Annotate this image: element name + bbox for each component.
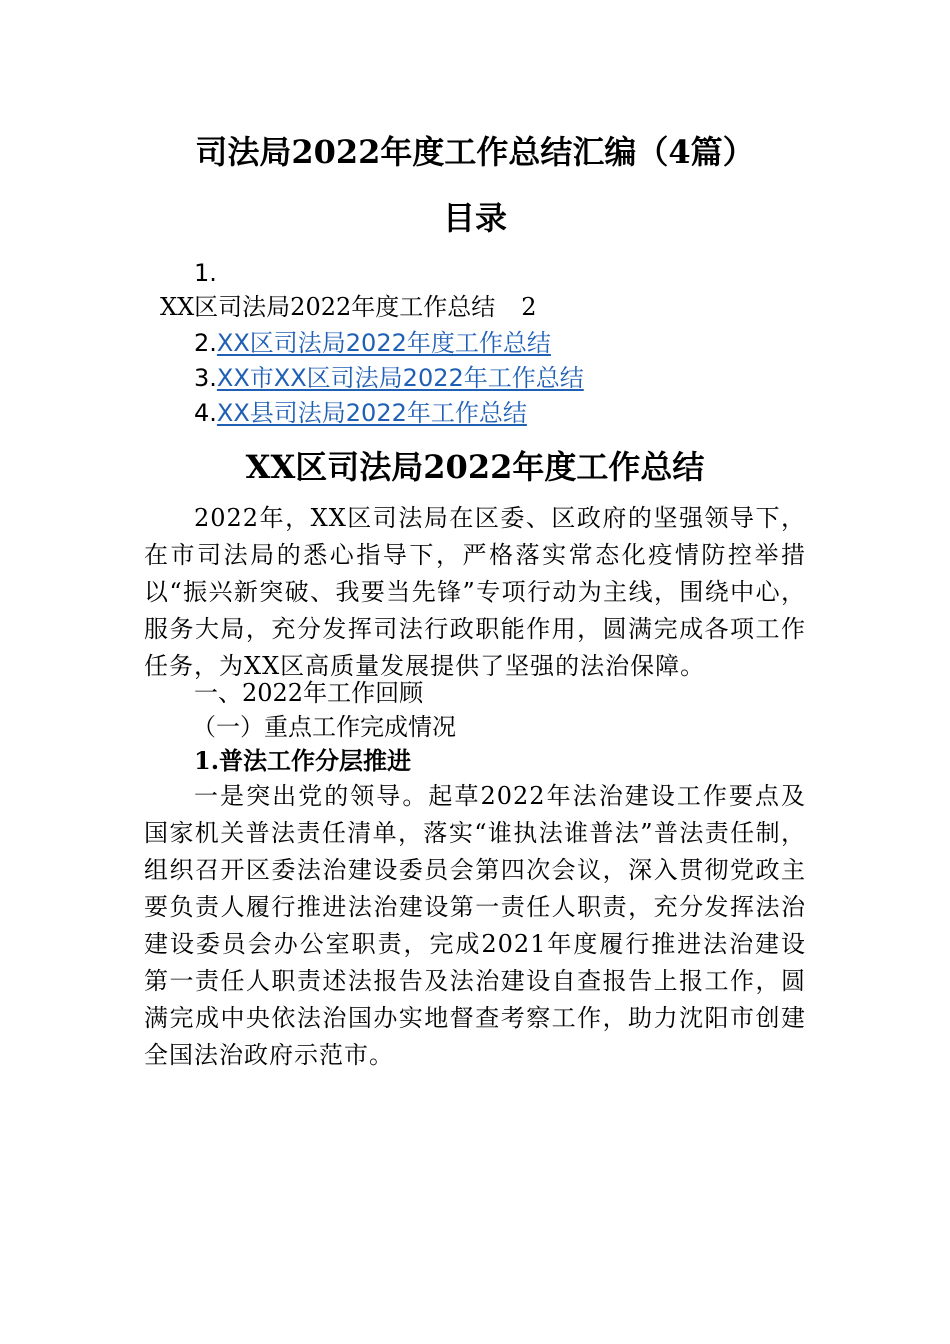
toc-item-2-link[interactable]: XX区司法局2022年度工作总结 <box>216 329 551 357</box>
toc-item-1-number: 1. <box>194 259 217 287</box>
toc-item-2[interactable] <box>194 326 551 360</box>
intro-paragraph: 2022年，XX区司法局在区委、区政府的坚强领导下，在市司法局的悉心指导下，严格落实常态化疫情防控举措以“振兴新突破、我要当先锋”专项行动为主线，围绕中心，服务大局，充分发挥司法行政职能作用，圆满完成各项工作任务，为XX区高质量发展提供了坚强的法治保障。 <box>144 504 806 680</box>
toc-heading: 目录 <box>442 199 507 237</box>
document-title: 司法局2022年度工作总结汇编（4篇） <box>195 133 755 171</box>
toc-item-1-page: 2 <box>521 293 537 321</box>
toc-item-4-link[interactable]: XX县司法局2022年工作总结 <box>216 399 527 427</box>
toc-item-4-number: 4. <box>194 399 217 427</box>
toc-item-1[interactable] <box>160 290 537 324</box>
toc-item-3-link[interactable]: XX市XX区司法局2022年工作总结 <box>216 364 584 392</box>
section-title: XX区司法局2022年度工作总结 <box>245 448 705 486</box>
heading-level-3: 1.普法工作分层推进 <box>194 746 412 775</box>
toc-item-1-text: XX区司法局2022年度工作总结 <box>160 293 496 321</box>
heading-level-1: 一、2022年工作回顾 <box>194 679 424 707</box>
heading-level-2: （一）重点工作完成情况 <box>192 713 456 741</box>
body-paragraph: 一是突出党的领导。起草2022年法治建设工作要点及国家机关普法责任清单，落实“谁执法谁普法”普法责任制，组织召开区委法治建设委员会第四次会议，深入贯彻党政主要负责人履行推进法治建设第一责任人职责，充分发挥法治建设委员会办公室职责，完成2021年度履行推进法治建设第一责任人职责述法报告及法治建设自查报告上报工作，圆满完成中央依法治国办实地督查考察工作，助力沈阳市创建全国法治政府示范市。 <box>144 782 806 1069</box>
toc-item-3[interactable] <box>194 361 584 395</box>
toc-item-4[interactable] <box>194 396 527 430</box>
toc-item-2-number: 2. <box>194 329 217 357</box>
toc-item-3-number: 3. <box>194 364 217 392</box>
